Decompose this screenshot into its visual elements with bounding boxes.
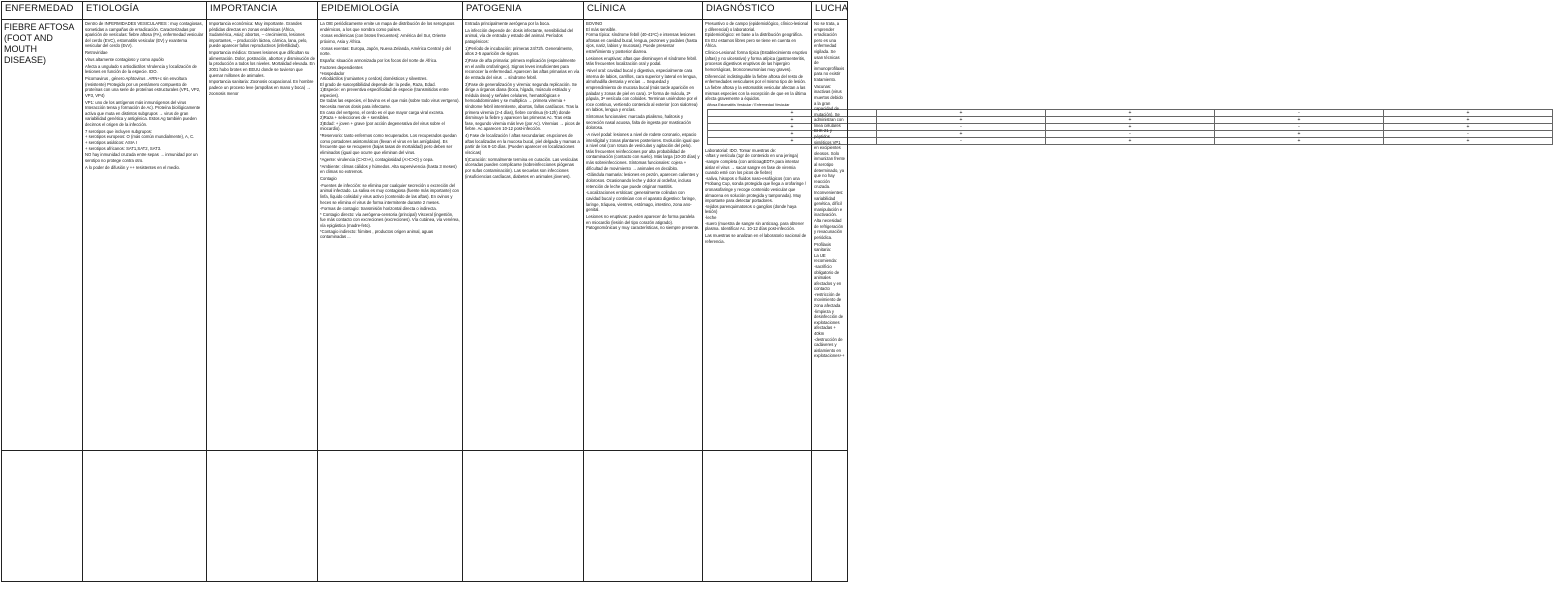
diagnostico-paragraph: Clínico-Lesional: forma típica (Establecimiento eruptivo (aftas) y no ulcerativo) y forma atípica (gastroenteritis, procesos digestivos eruptivos de las hipergiro hemorrágicas, bronconeumonías muy graves).: [705, 50, 809, 72]
etiologia-paragraph: 7 serotipos que incluyen subgrupos: + serotipos europeos: O (más común mundialmente), A, C. + serotipos asiáticos: ASIA I + serotipos africanos: SAT1,SAT2, SAT3.: [85, 128, 195, 151]
clinica-paragraph: -Nivel oral: cavidad bucal y digestiva, especialmente cara interna de labios, carrillos, cara superior y lateral en lengua, almohadilla dentaria y encías → Sequedad y emprendimiento de mucosa bucal (más tarde aparición en paladar y zonas de piel en cara). 1ª forma de mácula, 2ª pápula, 3ª vesícula con coloides. Terminan uniéndose por el roce continuo, vertiendo contenido al exterior (con sialorrea) en labios, lengua y encías.: [586, 68, 699, 113]
header-enfermedad: ENFERMEDAD: [2, 2, 83, 20]
empty-cell: [318, 451, 463, 582]
etiologia-cell: [83, 20, 207, 451]
empty-cell: [703, 451, 812, 582]
header-lucha: LUCHA: [812, 2, 848, 20]
importancia-paragraph: Importancia sanitaria: Zoonosis ocupacional. En hombre padece un proceso leve (ampollas en mano y boca) → zoonosis menor: [209, 79, 315, 96]
epidemiologia-cell: [318, 20, 463, 451]
disease-table: [1, 1, 1470, 582]
epidemiologia-paragraph: -zonas endémicas (con brotes frecuentes): América del Sur, Oriente próximo, Asia y África.: [320, 33, 448, 44]
diagnostico-mini-caption: Aftosa Estomatitis Vesicular / Enfermedad Vesicular: [707, 102, 790, 107]
header-row: [2, 2, 848, 20]
importancia-cell: [207, 20, 318, 451]
epidemiologia-paragraph: La OIE periódicamente emite un mapa de distribución de los serogrupos endémicos, a los que nombra como países.: [320, 21, 456, 32]
clinica-paragraph: Síntomas funcionales: marcada ptialismo, halitosis y secreción nasal acuosa, falta de ingesta por masticación dolorosa.: [586, 114, 693, 131]
clinica-paragraph: -Localizaciones erráticas: generalmente colindan con cavidad bucal y continúan con el aparato digestivo: faringe, laringe, tráquea, vientres, estómago, intestino, zona ano-genital.: [586, 190, 698, 213]
lucha-paragraph: No se trata, a emprender erradicación pero es una enfermedad vigilada. Se usan técnicas de inmunoprofilaxis para no existir tratamiento.: [814, 21, 846, 82]
empty-cell: [812, 451, 848, 582]
lucha-cell: [812, 20, 848, 451]
etiologia-paragraph: VP1: uno de los antígenos más inmunógenos del virus Interacción tensa y formación de Ac). Proteína biológicamente activa que muta en distintos subgrupos → virus de gran variabilidad genética y antigénica. Estos Ag también pueden decirnos el origen de la infección.: [85, 99, 202, 128]
clinica-paragraph: -Glándula mamaria: lesiones en pezón, aparecen calientes y dolorosos. Ocasionando leche y dolor al ordeñar, incluso retención de leche que puede originar mastitis.: [586, 172, 700, 189]
clinica-paragraph: Lesiones no eruptivas: pueden aparecer de forma paralela en miocardio (lesión del tipo corazón atigrado). Patognomónicas y muy características, no siempre presente.: [586, 213, 700, 231]
empty-cell: [584, 451, 703, 582]
lucha-paragraph: Profilaxis sanitaria: La UE recomienda: -sacrificio obligatorio de animales afectados y en contacto -restricción de movimiento de zona afectada -limpieza y desinfección de explotaciones afectadas + 40km -destrucción de cadáveres y aislamiento en explotaciones++: [814, 241, 845, 359]
patogenia-cell: [463, 20, 584, 451]
clinica-paragraph: Lesiones eruptivas: aftas que disminuyen el síndrome febril. Más frecuentes localización oral y podal.: [586, 55, 699, 67]
empty-cell: [207, 451, 318, 582]
clinica-cell: [584, 20, 703, 451]
importancia-paragraph: Importancia médica: Graves lesiones que dificultan su alimentación. Dolor, postración, abortos y disminución de la producción a todos los niveles. Mortalidad elevada. En 2001 hubo brotes en EEUU donde se tuvieron que quemar millones de animales.: [209, 50, 317, 78]
header-etiologia: ETIOLOGÍA: [83, 2, 207, 20]
etiologia-paragraph: Retroviridae: [85, 50, 108, 56]
diagnostico-paragraph: Diferencial: indistinguible la fiebre aftosa del resto de enfermedades vesiculares por el mismo tipo de lesión. La fiebre aftosa y la estomatitis vesicular afectan a las mismas especies con la excepción de que en la última afecta gravemente a équidos.: [705, 73, 808, 102]
header-importancia: IMPORTANCIA: [207, 2, 318, 20]
importancia-paragraph: Importancia económica: Muy importante. Grandes pérdidas directas en zonas endémicas (África, Sudamérica, Asia): abortos, -- crecimiento, lesiones importantes, -- producción láctea, cárnica, lana, pelo, puede aparecer fallos reproductivos (infertilidad).: [209, 21, 309, 49]
etiologia-paragraph: Virus altamente contagioso y como apuólo: [85, 56, 164, 62]
patogenia-paragraph: La infección depende de: dosis infectante, sensibilidad del animal, vía de entrada y estado del animal. Períodos patogénicos:: [465, 27, 575, 44]
patogenia-paragraph: 4) Fase de localización / aftas secundarias: erupciones de aftas localizadas en la mucosa bucal, piel delgada y mamas a partir de los 8-10 días. (Pueden aparecer en localizaciones víscicas): [465, 133, 581, 155]
patogenia-paragraph: 5)Curación: normalmente termina en curación. Las vesículas ulceradas pueden complicarse (sobreinfecciones piógenas por sufas contaminación). Las secuelas son infecciones (insuficiencias cardíacas, diabetes en animales jóvenes).: [465, 156, 580, 179]
epidemiologia-paragraph: *Reservorio: tanto enfermos como recuperados. Los recuperados quedan como portadores asintomáticos (llevan el virus en las amígdalas). Es frecuente que se recuperen (bajas tasas de mortalidad) pero deben ser eliminados (igual que ocurre que eliminan del virus.: [320, 133, 458, 155]
diagnostico-paragraph: Laboratorial: IDO. Tomar muestras de: -aftas y vesícula (1gr de contenido en una jeringa) -sangre completa (con anticoagEDTA para intentar aislar el virus → sacar sangre en fase de viremia cuando esté con los picos de fiebre) -saliva, hisopos o fluidos naso-esofágicos (con una Probang Cup, sonda protegida que llega a orofaringe / oronasofaringe y recoge contenido vesicular que almacena en solución protegida y tamponada). Muy importante para detectar portadores. -tejidos parenquimatosos o ganglios (donde haya lesión) -leche -suero (muestra de sangre sin anticoag. para obtener plasma. Identificar Ac. 10-12 días post-infección.: [705, 147, 807, 232]
epidemiologia-paragraph: -Fuentes de infección: se elimina por cualquier secreción o excreción del animal infectado. La saliva es muy contagiosa (fuente más importante) con linfa, líquido colisidal y virus activo (contenido de las aftas). En ovinos y heces se elimina el virus de forma intermitente durante 2 meses.: [320, 182, 461, 205]
disease-name: FIEBRE AFTOSA (FOOT AND MOUTH DISEASE): [2, 20, 83, 451]
epidemiologia-paragraph: *Ambiente: climas cálidos y húmedos. Alta supervivencia (hasta 3 meses) en climas no extremos.: [320, 163, 458, 175]
empty-row: [2, 451, 848, 582]
patogenia-paragraph: 1)Período de incubación: primeras 24/72h. Generalmente, altos 2-5 aparición de signos.: [465, 45, 575, 57]
header-epidemiologia: EPIDEMIOLOGÍA: [318, 2, 463, 20]
patogenia-paragraph: 3)Fase de generalización y viremia: segunda replicación. Se dirige a órganos diana (boca, hígado, músculo estriado y médula ósea) y señales celulares, hematológicas e hemoabdominales y se multiplica → primera viremia + síndrome febril intermitente, abortos, fallos cardíacos. Tras la primera viremia (2-4 días), fiebre contínua (6-12h) donde disminuye la fiebre y aparecen las primeras Ac. Tras esta fase, segundo viremia más leve (por Ac). Viremias → picos de fiebre. Ac aparecen 10-12 post-infección.: [465, 81, 582, 132]
lucha-paragraph: Vacunas: inactivas (virus muertos debido a la gran capacidad de mutación). Se administran con linea celulares BHK-21 y péptidos sintéticos VP1 en excipientes oleosos. Solo inmunizan frente al serotipo determinado, ya que no hay reacción cruzada. Inconvenientes: variabilidad genética, difícil manipulación e inactivación. Alta necesidad de refrigeración y revacunación periódica.: [814, 83, 845, 240]
header-patogenia: PATOGENIA: [463, 2, 584, 20]
diagnostico-mini-table: + + + - + + + + + + + - + - + + + - + - + - + + +: [707, 109, 1553, 145]
etiologia-paragraph: Dentro de INFERMIDADES VESICULARES : muy contagiosas, sometidas a campañas de erradicación. Caracterizadas por aparición de vesículas: fiebre aftosa (FA), enfermedad vesicular del cerdo (EVC), estomatitis vesicular (EV) y exantema vesicular del cerdo (EvV).: [85, 21, 205, 49]
epidemiologia-paragraph: Contagio: [320, 175, 337, 181]
disease-row: [2, 20, 848, 451]
epidemiologia-paragraph: España: situación armonizada por los focos del norte de África.: [320, 58, 438, 64]
diagnostico-text-a: [705, 21, 809, 102]
header-clinica: CLÍNICA: [584, 2, 703, 20]
diagnostico-paragraph: Las muestras se analizan en el laboratorio nacional de referencia.: [705, 232, 808, 244]
diagnostico-text-b: [705, 148, 809, 244]
header-diagnostico: DIAGNÓSTICO: [703, 2, 812, 20]
etiologia-paragraph: A lo poder de difusión y ++ resistentes en el medio.: [85, 164, 180, 170]
epidemiologia-paragraph: *Agente: virulencia (C>O>A), contagiosidad (A>C>O) y cepa.: [320, 156, 434, 162]
empty-cell: [463, 451, 584, 582]
epidemiologia-paragraph: Factores dependientes *Hospedador Artiodáctilos (rumiantes y cerdos) domésticos y silvestres. El grado de susceptibilidad depende de: la pedie, Raza, Edad. 1)Especie: en preventiva especificidad de especie (transmitidos entre especies). De todas las especies, el bovino es el que más (sobre todo virus vertgeno). Necesita menos dosis para infectarse. En caso del vertgeno, el cerdo es el que mayor carga viral excreta. 2)Raza + selecciones de + sensibles. 3)Edad: + joven + grave (por acción degenerativa del virus sobre el miocardio).: [320, 64, 460, 132]
patogenia-paragraph: Entrada principalmente aerógena por la boca.: [465, 21, 550, 26]
empty-cell: [83, 451, 207, 582]
epidemiologia-paragraph: -zonas exentas: Europa, Japón, Nueva Zelanda, América Central y del norte.: [320, 45, 452, 57]
diagnostico-paragraph: Presuntivo o de campo (epidemiológico, clínico-lesional y diferencial) o laboratorial. Epidemiológico: en base a la distribución geográfica. En EU estamos libres pero se tiene en cuenta en África.: [705, 21, 809, 49]
patogenia-paragraph: 2)Fase de afta primaria: primera replicación (especialmente en el anillo orofaríngeo). Signos leves insuficientes para reconocer la enfermedad. Aparecen las aftas primarias en vía de entrada del virus → síndrome febril.: [465, 58, 581, 80]
clinica-paragraph: -A nivel podal: lesiones a nivel de rodete coronario, espacio interdigital y zonas plantares posteriores. Evolución igual que a nivel oral (con rotura de vesículas y agitación del pelo). Más frecuentes reinfecciones por alta probabilidad de contaminación (contacto con suelo). Más larga (10-20 días) y más sobreinfecciones. Síntomas funcionales: cojera + dificultad de movimiento → animales en decúbito.: [586, 132, 701, 171]
clinica-paragraph: BOVINO El más sensible. Forma típica: síndrome febril (40-41ºC) e intensas lesiones aftosas en cavidad bucal, lengua, pezones y podales (hasta ojos, nariz, labios y mucosas). Puede presentar estreñimiento y posterior diarrea.: [586, 21, 698, 54]
etiologia-paragraph: NO hay inmunidad cruzada entre sepas → inmunidad por un serotipo no protege contra otro.: [85, 152, 199, 163]
epidemiologia-paragraph: -Formas de contagio: transmisión horizontal directa o indirecta. * Contagio directo: vía aerógena-censoria (principal) Visceral (ingestión, fue más contacto con excreciones (excreciones). Vía cutánea, vía venérea, vía epigástica (madre-feto). *Contagio indirecto: fómites , productos origen animal, aguas contaminadas ...: [320, 206, 460, 240]
etiologia-paragraph: Afecta a ungulado s artiodáctilos Virulencia y localización de lesiones en función de la especie. IDO.: [85, 63, 199, 75]
empty-cell: [2, 451, 83, 582]
etiologia-paragraph: Picornavirus , género Aphtovirus . ARN+c sin envoltura (resistente) Protegido por un pentámero compuesto de proteínas con una serie de proteínas estructurales (VP1, VP2, VP3, VP4): [85, 76, 202, 98]
